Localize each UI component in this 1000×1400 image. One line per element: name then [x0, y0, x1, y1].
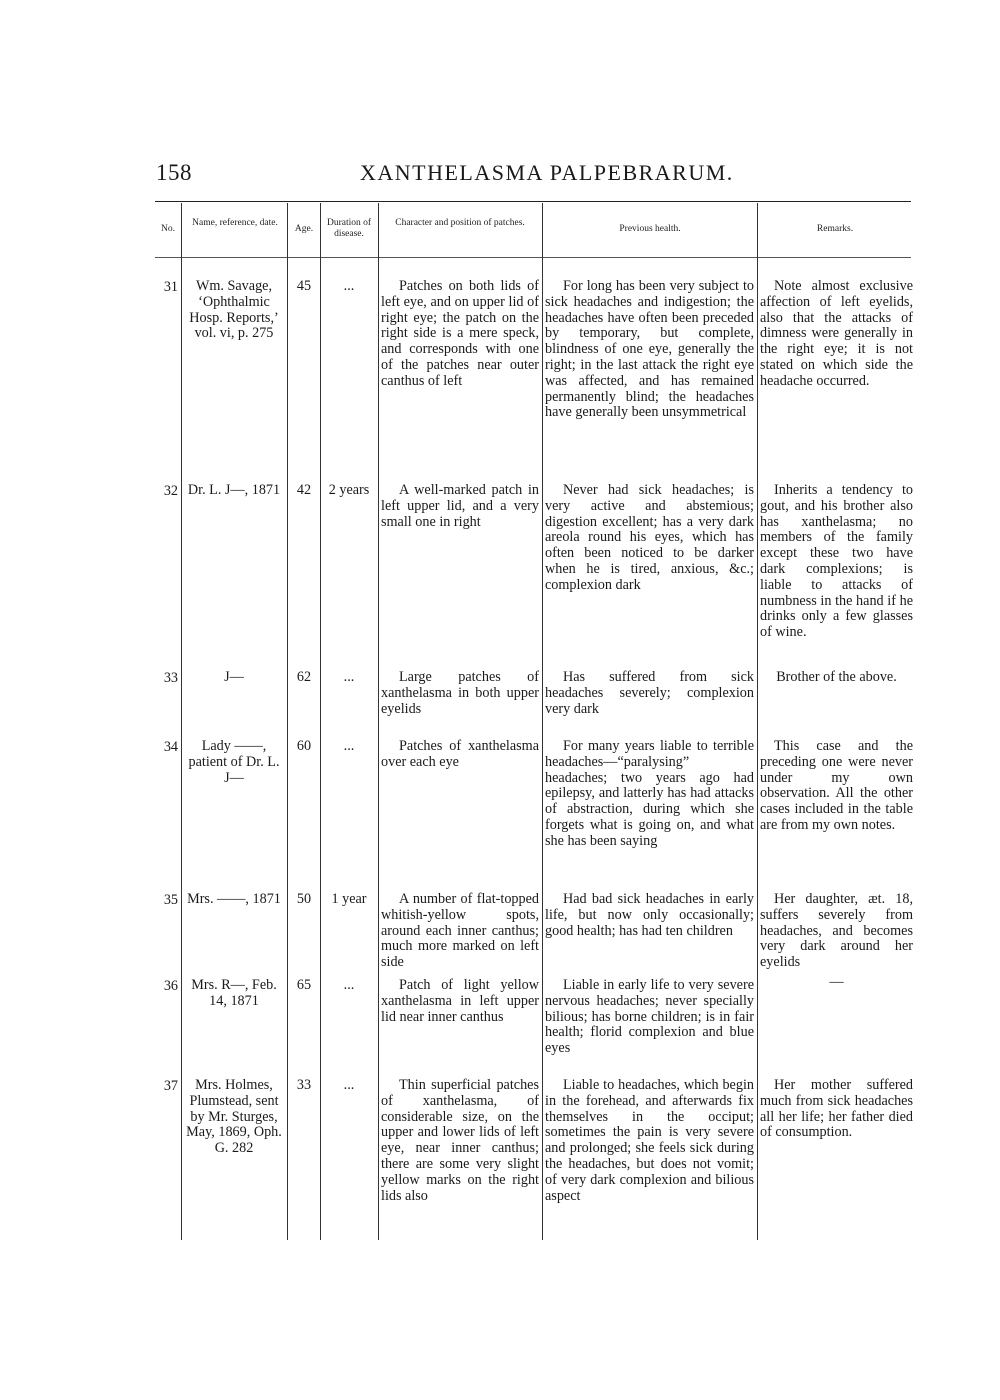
patient-age: 45 [296, 278, 312, 294]
patient-age: 60 [296, 738, 312, 754]
remarks: This case and the preceding one were never under my own observation. All the other cases included in the table are from my own notes. [760, 738, 913, 833]
disease-duration: 1 year [331, 891, 367, 907]
patient-name: Mrs. Holmes, Plumstead, sent by Mr. Sturges, May, 1869, Oph. G. 282 [186, 1077, 282, 1157]
row-number: 31 [163, 279, 178, 295]
header-character: Character and position of patches. [395, 218, 525, 228]
remarks: Brother of the above. [776, 669, 897, 685]
patient-age: 62 [296, 669, 312, 685]
disease-duration: ... [343, 977, 355, 993]
patch-character: A well-marked patch in left upper lid, and a very small one in right [381, 482, 539, 530]
row-number: 37 [163, 1078, 178, 1094]
previous-health: Never had sick headaches; is very active and abstemious; digestion excellent; has a very dark areola round his eyes, which has often been noticed to be darker when he is tired, anxious, &c.; complexion dark [545, 482, 754, 593]
patch-character: Patches on both lids of left eye, and on upper lid of right eye; the patch on the right side is a mere speck, and corresponds with one of the patches near outer canthus of left [381, 278, 539, 389]
header-remarks: Remarks. [816, 224, 854, 234]
patient-age: 50 [296, 891, 312, 907]
patient-name: Mrs. ——, 1871 [187, 891, 281, 907]
remarks: Note almost exclusive affection of left eyelids, also that the attacks of dimness were generally in the right eye; it is not stated on which side the headache occurred. [760, 278, 913, 389]
previous-health: Liable to headaches, which begin in the forehead, and afterwards fix themselves in the occiput; sometimes the pain is very severe and prolonged; she feels sick during the headaches, but does not vomit; of very dark complexion and bilious aspect [545, 1077, 754, 1204]
row-number: 36 [163, 978, 178, 994]
patient-name: Dr. L. J—, 1871 [187, 482, 281, 498]
header-age: Age. [294, 224, 314, 234]
row-number: 33 [163, 670, 178, 686]
patch-character: A number of flat-topped whitish-yellow spots, around each inner canthus; much more marked on left side [381, 891, 539, 971]
column-divider [287, 203, 288, 1240]
header-name: Name, reference, date. [192, 218, 278, 228]
page-number: 158 [156, 160, 192, 185]
patient-age: 65 [296, 977, 312, 993]
patch-character: Patches of xanthelasma over each eye [381, 738, 539, 770]
table-top-rule [155, 201, 911, 202]
row-number: 35 [163, 892, 178, 908]
patient-age: 42 [296, 482, 312, 498]
remarks: Her daughter, æt. 18, suffers severely from headaches, and becomes very dark around her eyelids [760, 891, 913, 971]
remarks: Her mother suffered much from sick headaches all her life; her father died of consumption. [760, 1077, 913, 1141]
disease-duration: ... [343, 1077, 355, 1093]
disease-duration: ... [343, 738, 355, 754]
row-number: 32 [163, 483, 178, 499]
patient-age: 33 [296, 1077, 312, 1093]
header-bottom-rule [155, 257, 911, 258]
previous-health: Liable in early life to very severe nervous headaches; never specially bilious; has borne children; is in fair health; florid complexion and blue eyes [545, 977, 754, 1057]
patient-name: Mrs. R—, Feb. 14, 1871 [191, 977, 277, 1009]
header-duration: Duration of disease. [326, 218, 372, 239]
patient-name: Wm. Savage, ‘Ophthalmic Hosp. Reports,’ vol. vi, p. 275 [189, 278, 279, 342]
column-divider [542, 203, 543, 1240]
disease-duration: 2 years [328, 482, 370, 498]
patch-character: Thin superficial patches of xanthelasma, of considerable size, on the upper and lower lids of left eye, near inner canthus; there are some very slight yellow marks on the right lids also [381, 1077, 539, 1204]
previous-health: For long has been very subject to sick headaches and indigestion; the headaches have often been preceded by temporary, but complete, blindness of one eye, generally the right; in the last attack the right eye was affected, and has remained permanently blind; the headaches have generally been unsymmetrical [545, 278, 754, 421]
column-divider [757, 203, 758, 1240]
patch-character: Large patches of xanthelasma in both upper eyelids [381, 669, 539, 717]
previous-health: For many years liable to terrible headaches—“paralysing” headaches; two years ago had epilepsy, and latterly has had attacks of abstraction, during which she forgets what is going on, and what she has been saying [545, 738, 754, 849]
page-title: XANTHELASMA PALPEBRARUM. [360, 160, 734, 185]
remarks: Inherits a tendency to gout, and his brother also has xanthelasma; no members of the family except these two have dark complexions; is liable to attacks of numbness in the hand if he drinks only a few glasses of wine. [760, 482, 913, 641]
header-health: Previous health. [619, 224, 681, 234]
previous-health: Has suffered from sick headaches severely; complexion very dark [545, 669, 754, 717]
row-number: 34 [163, 739, 178, 755]
previous-health: Had bad sick headaches in early life, but now only occasionally; good health; has had ten children [545, 891, 754, 939]
patient-name: J— [224, 669, 244, 685]
patch-character: Patch of light yellow xanthelasma in left upper lid near inner canthus [381, 977, 539, 1025]
running-head [0, 160, 1000, 190]
patient-name: Lady ——, patient of Dr. L. J— [188, 738, 280, 786]
header-no: No. [161, 224, 175, 234]
column-divider [378, 203, 379, 1240]
remarks: — [829, 974, 844, 990]
disease-duration: ... [343, 278, 355, 294]
disease-duration: ... [343, 669, 355, 685]
column-divider [181, 203, 182, 1240]
